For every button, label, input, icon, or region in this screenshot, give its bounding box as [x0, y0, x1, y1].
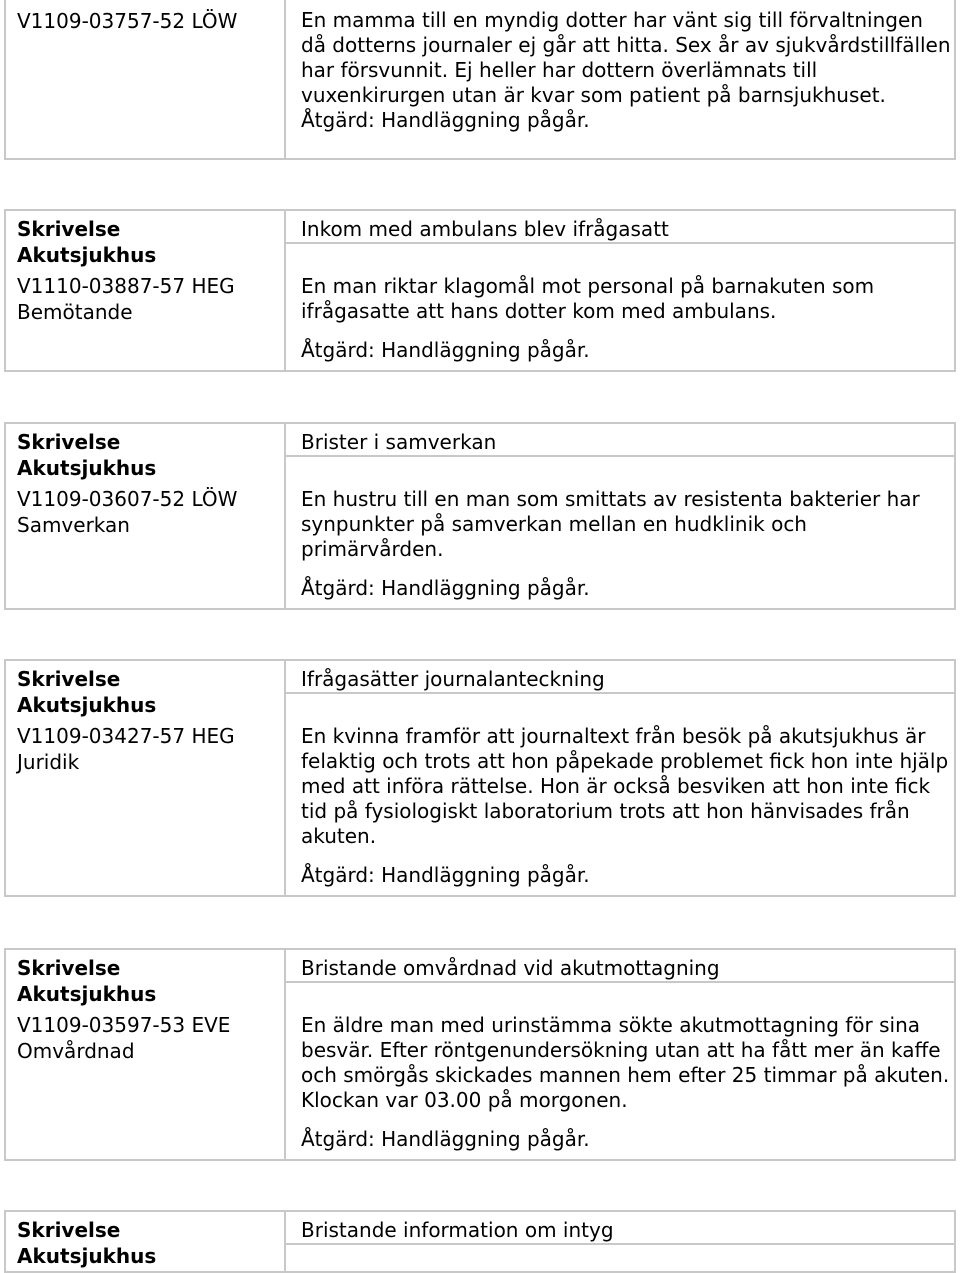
case-entry	[4, 948, 956, 1161]
case-action: Åtgärd: Handläggning pågår.	[301, 576, 590, 600]
case-action: Åtgärd: Handläggning pågår.	[301, 108, 590, 132]
case-subject: Bristande omvårdnad vid akutmottagning	[286, 955, 954, 983]
case-number: V1109-03757-52 LÖW	[17, 9, 238, 33]
case-unit: Akutsjukhus	[17, 693, 157, 717]
case-type: Skrivelse	[17, 217, 121, 241]
case-number: V1109-03597-53 EVE	[17, 1013, 231, 1037]
case-meta	[6, 661, 286, 895]
case-unit: Akutsjukhus	[17, 456, 157, 480]
case-category: Omvårdnad	[17, 1039, 135, 1063]
case-description: En äldre man med urinstämma sökte akutmottagning för sina besvär. Efter röntgenundersökning utan att ha fått mer än kaffe och smörgås skickades mannen hem efter 25 timmar på akuten. Klockan var 03.00 på morgonen.	[301, 1013, 950, 1112]
case-body	[286, 424, 954, 608]
case-entry	[4, 0, 956, 160]
case-meta	[6, 0, 286, 158]
case-entry	[4, 1210, 956, 1273]
case-subject: Brister i samverkan	[286, 429, 954, 457]
case-subject: Inkom med ambulans blev ifrågasatt	[286, 216, 954, 244]
case-description: En hustru till en man som smittats av resistenta bakterier har synpunkter på samverkan mellan en hudklinik och primärvården.	[301, 487, 920, 561]
case-meta	[6, 211, 286, 370]
case-number: V1109-03607-52 LÖW	[17, 487, 238, 511]
case-description: En mamma till en myndig dotter har vänt sig till förvaltningen då dotterns journaler ej går att hitta. Sex år av sjukvårdstillfällen har försvunnit. Ej heller har dottern överlämnats till vuxenkirurgen utan är kvar som patient på barnsjukhuset.	[301, 8, 951, 107]
case-subject: Ifrågasätter journalanteckning	[286, 666, 954, 694]
case-action: Åtgärd: Handläggning pågår.	[301, 863, 590, 887]
case-category: Juridik	[17, 750, 80, 774]
case-unit: Akutsjukhus	[17, 243, 157, 267]
case-entry	[4, 209, 956, 372]
case-meta	[6, 950, 286, 1159]
case-action: Åtgärd: Handläggning pågår.	[301, 1127, 590, 1151]
case-body	[286, 661, 954, 895]
case-type: Skrivelse	[17, 956, 121, 980]
case-category: Bemötande	[17, 300, 133, 324]
case-unit: Akutsjukhus	[17, 982, 157, 1006]
case-category: Samverkan	[17, 513, 130, 537]
case-meta	[6, 1212, 286, 1271]
case-meta	[6, 424, 286, 608]
case-body	[286, 950, 954, 1159]
case-unit: Akutsjukhus	[17, 1244, 157, 1268]
case-type: Skrivelse	[17, 667, 121, 691]
case-subject: Bristande information om intyg	[286, 1217, 954, 1245]
case-entry	[4, 659, 956, 897]
case-number: V1109-03427-57 HEG	[17, 724, 235, 748]
case-description: En kvinna framför att journaltext från besök på akutsjukhus är felaktig och trots att hon påpekade problemet fick hon inte hjälp med att införa rättelse. Hon är också besviken att hon inte fick tid på fysiologiskt laboratorium trots att hon hänvisades från akuten.	[301, 724, 949, 848]
case-body	[286, 1212, 954, 1271]
case-type: Skrivelse	[17, 1218, 121, 1242]
case-action: Åtgärd: Handläggning pågår.	[301, 338, 590, 362]
case-body	[286, 211, 954, 370]
case-description: En man riktar klagomål mot personal på barnakuten som ifrågasatte att hans dotter kom med ambulans.	[301, 274, 875, 323]
case-body	[286, 0, 954, 158]
case-number: V1110-03887-57 HEG	[17, 274, 235, 298]
case-entry	[4, 422, 956, 610]
case-type: Skrivelse	[17, 430, 121, 454]
